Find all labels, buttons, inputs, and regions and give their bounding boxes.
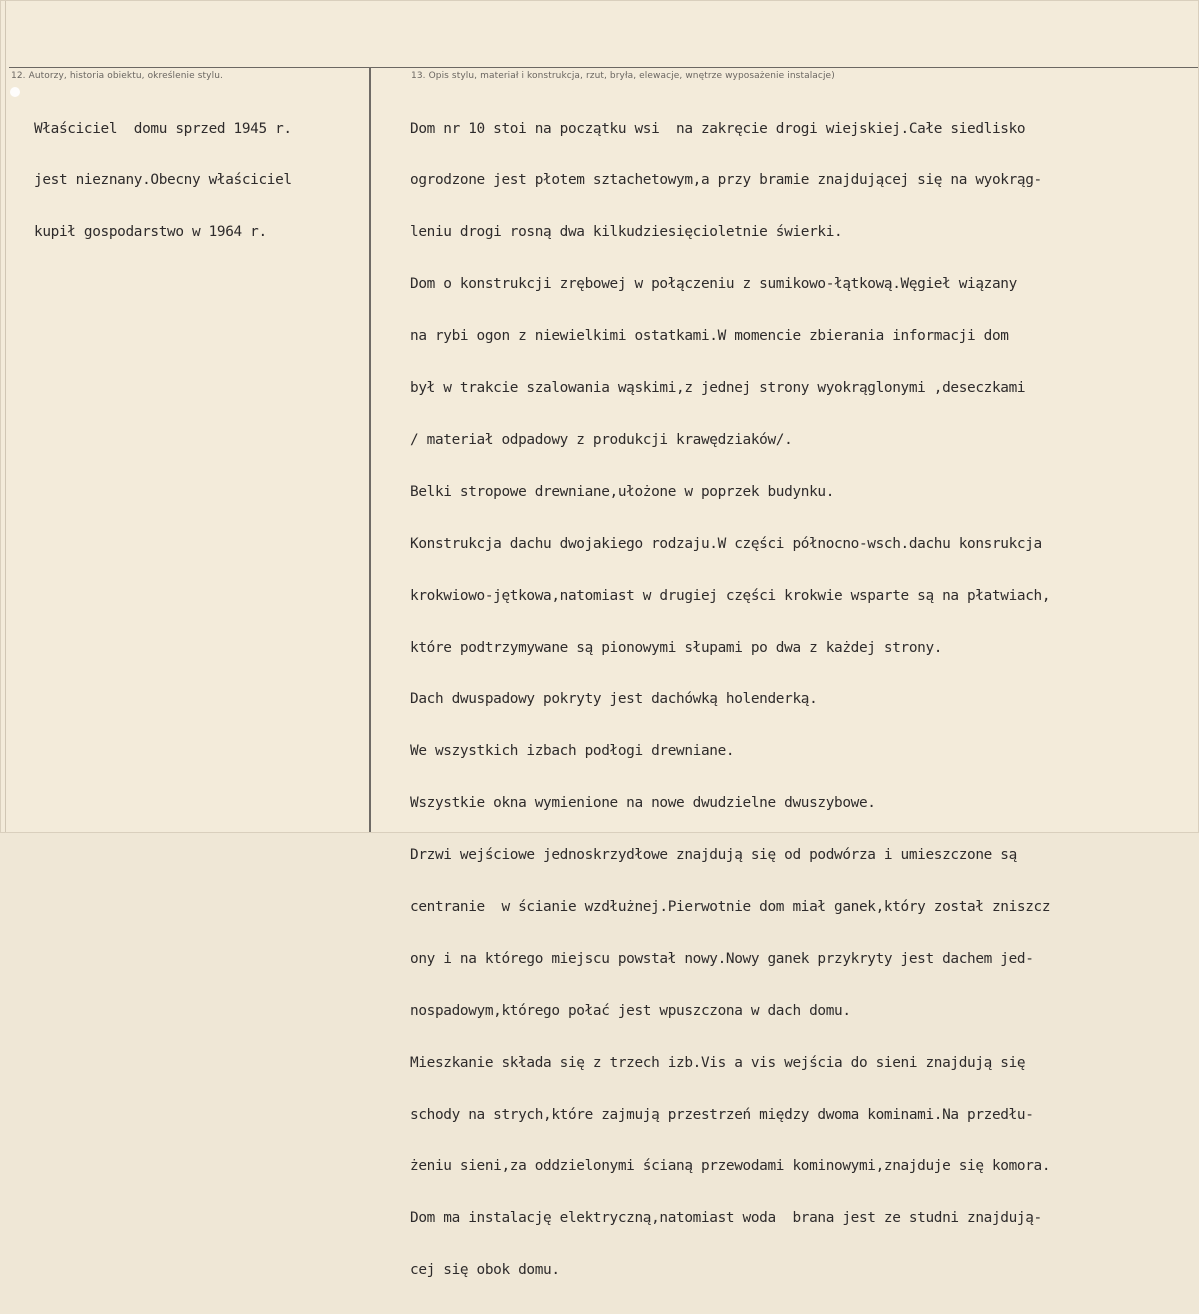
typed-line: centranie w ścianie wzdłużnej.Pierwotnie dom miał ganek,który został zniszcz	[410, 898, 1051, 915]
card-edge	[5, 1, 6, 832]
typed-line: We wszystkich izbach podłogi drewniane.	[410, 743, 735, 760]
typed-line: cej się obok domu.	[410, 1262, 560, 1279]
typed-line: schody na strych,które zajmują przestrzeń między dwoma kominami.Na przedłu-	[410, 1106, 1034, 1123]
typed-line: leniu drogi rosną dwa kilkudziesięcioletnie świerki.	[410, 224, 843, 241]
typed-line: żeniu sieni,za oddzielonymi ścianą przewodami kominowymi,znajduje się komora.	[410, 1158, 1051, 1175]
typed-line: na rybi ogon z niewielkimi ostatkami.W momencie zbierania informacji dom	[410, 328, 1009, 345]
typed-line: / materiał odpadowy z produkcji krawędziaków/.	[410, 431, 793, 448]
typed-line: nospadowym,którego połać jest wpuszczona w dach domu.	[410, 1002, 851, 1019]
typed-line: był w trakcie szalowania wąskimi,z jednej strony wyokrąglonymi ,deseczkami	[410, 380, 1026, 397]
paper-mark	[10, 87, 20, 97]
typed-line: Dach dwuspadowy pokryty jest dachówką holenderką.	[410, 691, 818, 708]
typed-line: ogrodzone jest płotem sztachetowym,a przy bramie znajdującej się na wyokrąg-	[410, 172, 1042, 189]
typed-line: które podtrzymywane są pionowymi słupami po dwa z każdej strony.	[410, 639, 943, 656]
typed-line: Dom ma instalację elektryczną,natomiast woda brana jest ze studni znajdują-	[410, 1210, 1042, 1227]
typed-line: krokwiowo-jętkowa,natomiast w drugiej części krokwie wsparte są na płatwiach,	[410, 587, 1051, 604]
typed-line: Drzwi wejściowe jednoskrzydłowe znajdują się od podwórza i umieszczone są	[410, 847, 1017, 864]
typed-line: Dom nr 10 stoi na początku wsi na zakręcie drogi wiejskiej.Całe siedlisko	[410, 120, 1026, 137]
typed-line: Wszystkie okna wymienione na nowe dwudzielne dwuszybowe.	[410, 795, 876, 812]
typed-line: Konstrukcja dachu dwojakiego rodzaju.W części północno-wsch.dachu konsrukcja	[410, 535, 1042, 552]
typed-line: kupił gospodarstwo w 1964 r.	[34, 224, 267, 241]
column-divider	[369, 67, 371, 832]
top-rule	[9, 67, 1198, 68]
typed-line: Mieszkanie składa się z trzech izb.Vis a vis wejścia do sieni znajdują się	[410, 1054, 1026, 1071]
section-12-text	[34, 86, 292, 276]
typed-line: Dom o konstrukcji zrębowej w połączeniu z sumikowo-łątkową.Węgieł wiązany	[410, 276, 1017, 293]
typed-line: ony i na którego miejscu powstał nowy.Nowy ganek przykryty jest dachem jed-	[410, 950, 1034, 967]
typed-line: Belki stropowe drewniane,ułożone w poprzek budynku.	[410, 483, 835, 500]
section-13-text	[410, 86, 1050, 1314]
typed-line: Właściciel domu sprzed 1945 r.	[34, 120, 292, 137]
section-13-heading: 13. Opis stylu, materiał i konstrukcja, rzut, bryła, elewacje, wnętrze wyposażenie instalacje)	[411, 71, 835, 81]
typed-line: jest nieznany.Obecny właściciel	[34, 172, 292, 189]
section-12-heading: 12. Autorzy, historia obiektu, określenie stylu.	[11, 71, 223, 81]
